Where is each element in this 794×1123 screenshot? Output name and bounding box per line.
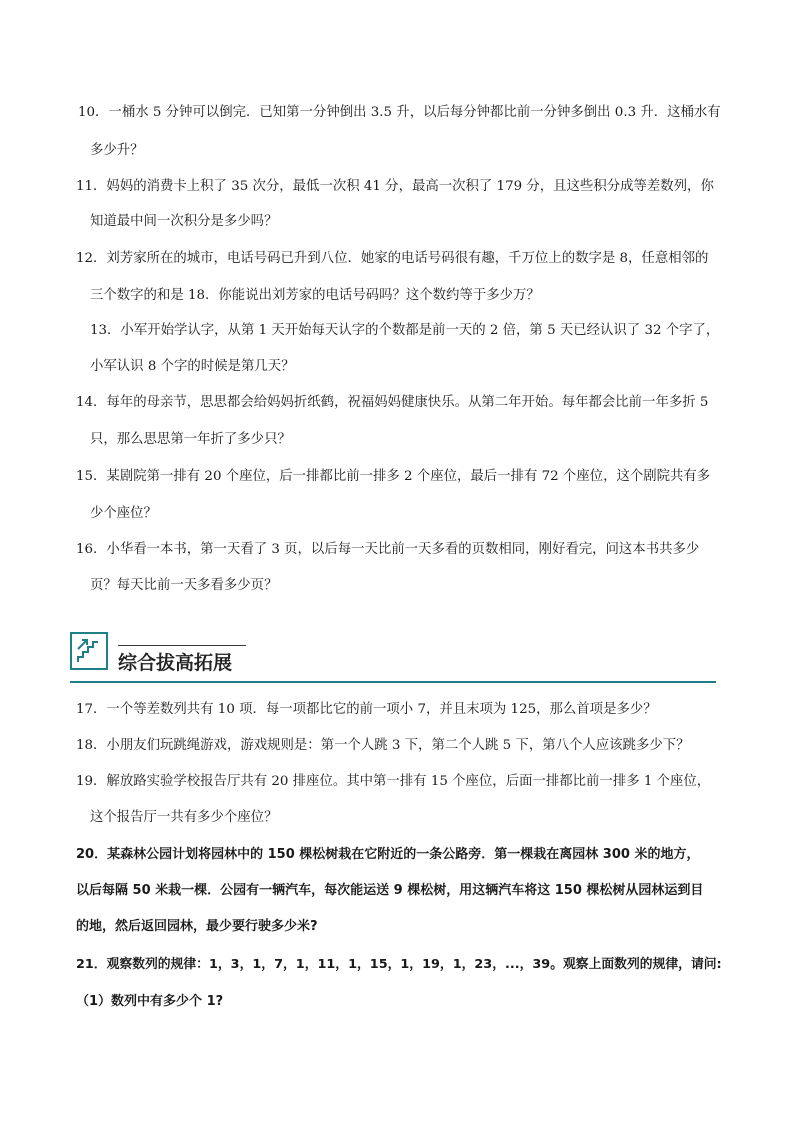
problem-14-line-1: 14．每年的母亲节，思思都会给妈妈折纸鹤，祝福妈妈健康快乐。从第二年开始。每年都会比前一年多折 5 [76,395,709,410]
problem-20-line-2: 以后每隔 50 米栽一棵．公园有一辆汽车，每次能运送 9 棵松树，用这辆汽车将这 150 棵松树从园林运到目 [76,883,704,898]
problem-20-line-1: 20．某森林公园计划将园林中的 150 棵松树栽在它附近的一条公路旁．第一棵栽在离园林 300 米的地方， [76,847,700,862]
problem-15-line-1: 15．某剧院第一排有 20 个座位，后一排都比前一排多 2 个座位，最后一排有 72 个座位，这个剧院共有多 [76,469,711,484]
problem-20-line-3: 的地，然后返回园林，最少要行驶多少米? [76,919,318,934]
problem-13-line-2: 小军认识 8 个字的时候是第几天？ [90,359,295,374]
section-divider [70,681,716,683]
problem-12-line-1: 12．刘芳家所在的城市，电话号码已升到八位．她家的电话号码很有趣，千万位上的数字是 8，任意相邻的 [76,251,709,266]
problem-13-line-1: 13．小军开始学认字，从第 1 天开始每天认字的个数都是前一天的 2 倍，第 5 天已经认识了 32 个字了， [90,323,720,338]
problem-16-line-1: 16．小华看一本书，第一天看了 3 页，以后每一天比前一天多看的页数相同，刚好看完，问这本书共多少 [76,542,700,557]
problem-11-line-1: 11．妈妈的消费卡上积了 35 次分，最低一次积 41 分，最高一次积了 179 分，且这些积分成等差数列，你 [76,179,714,194]
problem-21-line-2: （1）数列中有多少个 1? [76,994,224,1009]
problem-21-line-1: 21．观察数列的规律：1，3，1，7，1，11，1，15，1，19，1，23，...，39。观察上面数列的规律，请问: [76,957,722,972]
problem-14-line-2: 只，那么思思第一年折了多少只？ [90,432,291,447]
problem-17: 17．一个等差数列共有 10 项．每一项都比它的前一项小 7，并且末项为 125，那么首项是多少？ [76,702,657,717]
problem-16-line-2: 页？每天比前一天多看多少页？ [90,578,278,593]
problem-19-line-1: 19．解放路实验学校报告厅共有 20 排座位。其中第一排有 15 个座位，后面一排都比前一排多 1 个座位， [76,774,711,789]
section-title: 综合拔高拓展 [118,652,233,674]
problem-10-line-1: 10．一桶水 5 分钟可以倒完．已知第一分钟倒出 3.5 升，以后每分钟都比前一分钟多倒出 0.3 升．这桶水有 [78,105,721,120]
section-title-overline [118,645,246,646]
problem-15-line-2: 少个座位？ [90,506,157,521]
problem-11-line-2: 知道最中间一次积分是多少吗？ [90,214,278,229]
problem-12-line-2: 三个数字的和是 18．你能说出刘芳家的电话号码吗？这个数约等于多少万？ [90,288,540,303]
problem-19-line-2: 这个报告厅一共有多少个座位？ [90,810,278,825]
problem-18: 18．小朋友们玩跳绳游戏，游戏规则是：第一个人跳 3 下，第二个人跳 5 下，第八个人应该跳多少下？ [76,738,690,753]
problem-10-line-2: 多少升？ [90,143,144,158]
stairs-up-icon [70,632,108,670]
section-header [70,632,716,684]
